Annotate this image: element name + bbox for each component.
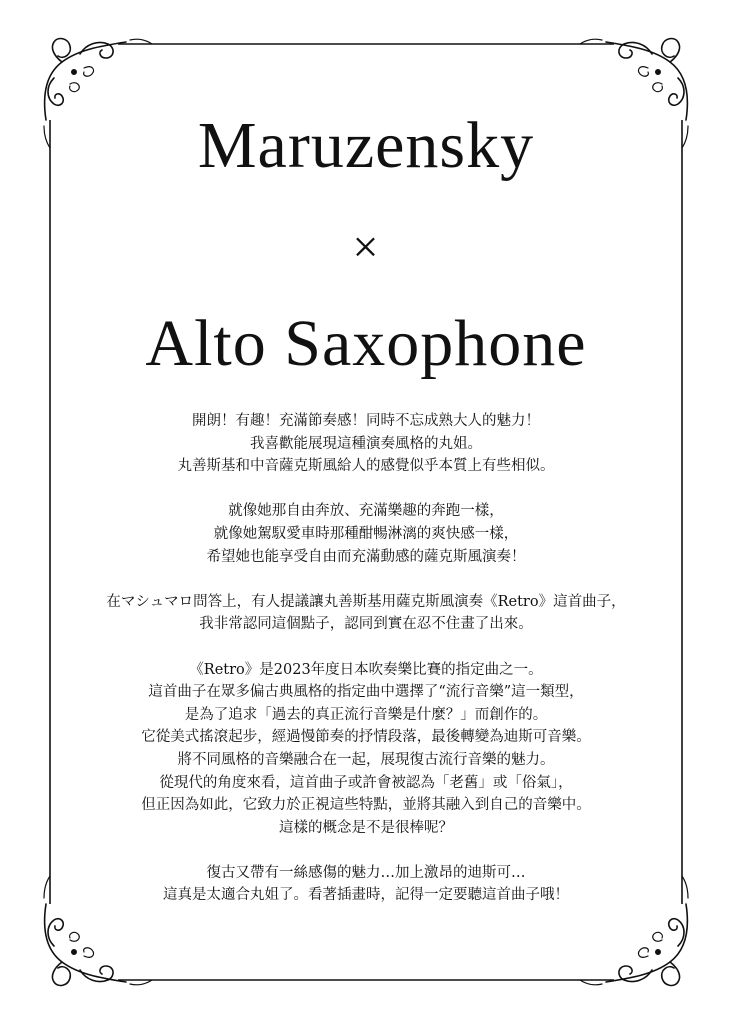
paragraph-closing	[60, 862, 672, 907]
text-line: 但正因為如此，它致力於正視這些特點，並將其融入到自己的音樂中。	[141, 797, 591, 814]
text-line: 復古又帶有一絲感傷的魅力…加上激昂的迪斯可…	[206, 864, 526, 881]
title-maruzensky: Maruzensky	[197, 109, 535, 182]
text-line: 希望她也能享受自由而充滿動感的薩克斯風演奏！	[206, 548, 526, 565]
text-line: 這首曲子在眾多偏古典風格的指定曲中選擇了“流行音樂”這一類型，	[148, 684, 584, 701]
paragraph-intro	[60, 410, 672, 478]
text-line: 就像她駕馭愛車時那種酣暢淋漓的爽快感一樣，	[213, 525, 519, 542]
text-line: 開朗！有趣！充滿節奏感！同時不忘成熟大人的魅力！	[192, 413, 540, 429]
text-line: 在マシュマロ問答上，有人提議讓丸善斯基用薩克斯風演奏《Retro》這首曲子，	[106, 593, 626, 610]
text-line: 將不同風格的音樂融合在一起，展現復古流行音樂的魅力。	[177, 751, 555, 768]
text-line: 丸善斯基和中音薩克斯風給人的感覺似乎本質上有些相似。	[177, 458, 555, 475]
text-line: 是為了追求「過去的真正流行音樂是什麼？」而創作的。	[184, 706, 548, 723]
paragraph-freedom	[60, 500, 672, 568]
text-line: 它從美式搖滾起步，經過慢節奏的抒情段落，最後轉變為迪斯可音樂。	[141, 729, 591, 746]
text-line: 我非常認同這個點子，認同到實在忍不住畫了出來。	[199, 616, 533, 633]
text-line: 這真是太適合丸姐了。看著插畫時，記得一定要聽這首曲子哦！	[163, 887, 569, 904]
title-alto-saxophone: Alto Saxophone	[145, 307, 587, 380]
text-line: 《Retro》是2023年度日本吹奏樂比賽的指定曲之一。	[189, 661, 543, 678]
cross-symbol: ×	[352, 221, 380, 272]
text-line: 從現代的角度來看，這首曲子或許會被認為「老舊」或「俗氣」，	[159, 774, 573, 791]
paragraph-retro	[60, 659, 672, 840]
body-text	[60, 410, 672, 930]
text-line: 我喜歡能展現這種演奏風格的丸姐。	[250, 435, 482, 452]
paragraph-suggestion	[60, 591, 672, 636]
text-line: 這樣的概念是不是很棒呢？	[279, 819, 453, 836]
text-line: 就像她那自由奔放、充滿樂趣的奔跑一樣，	[228, 503, 504, 520]
